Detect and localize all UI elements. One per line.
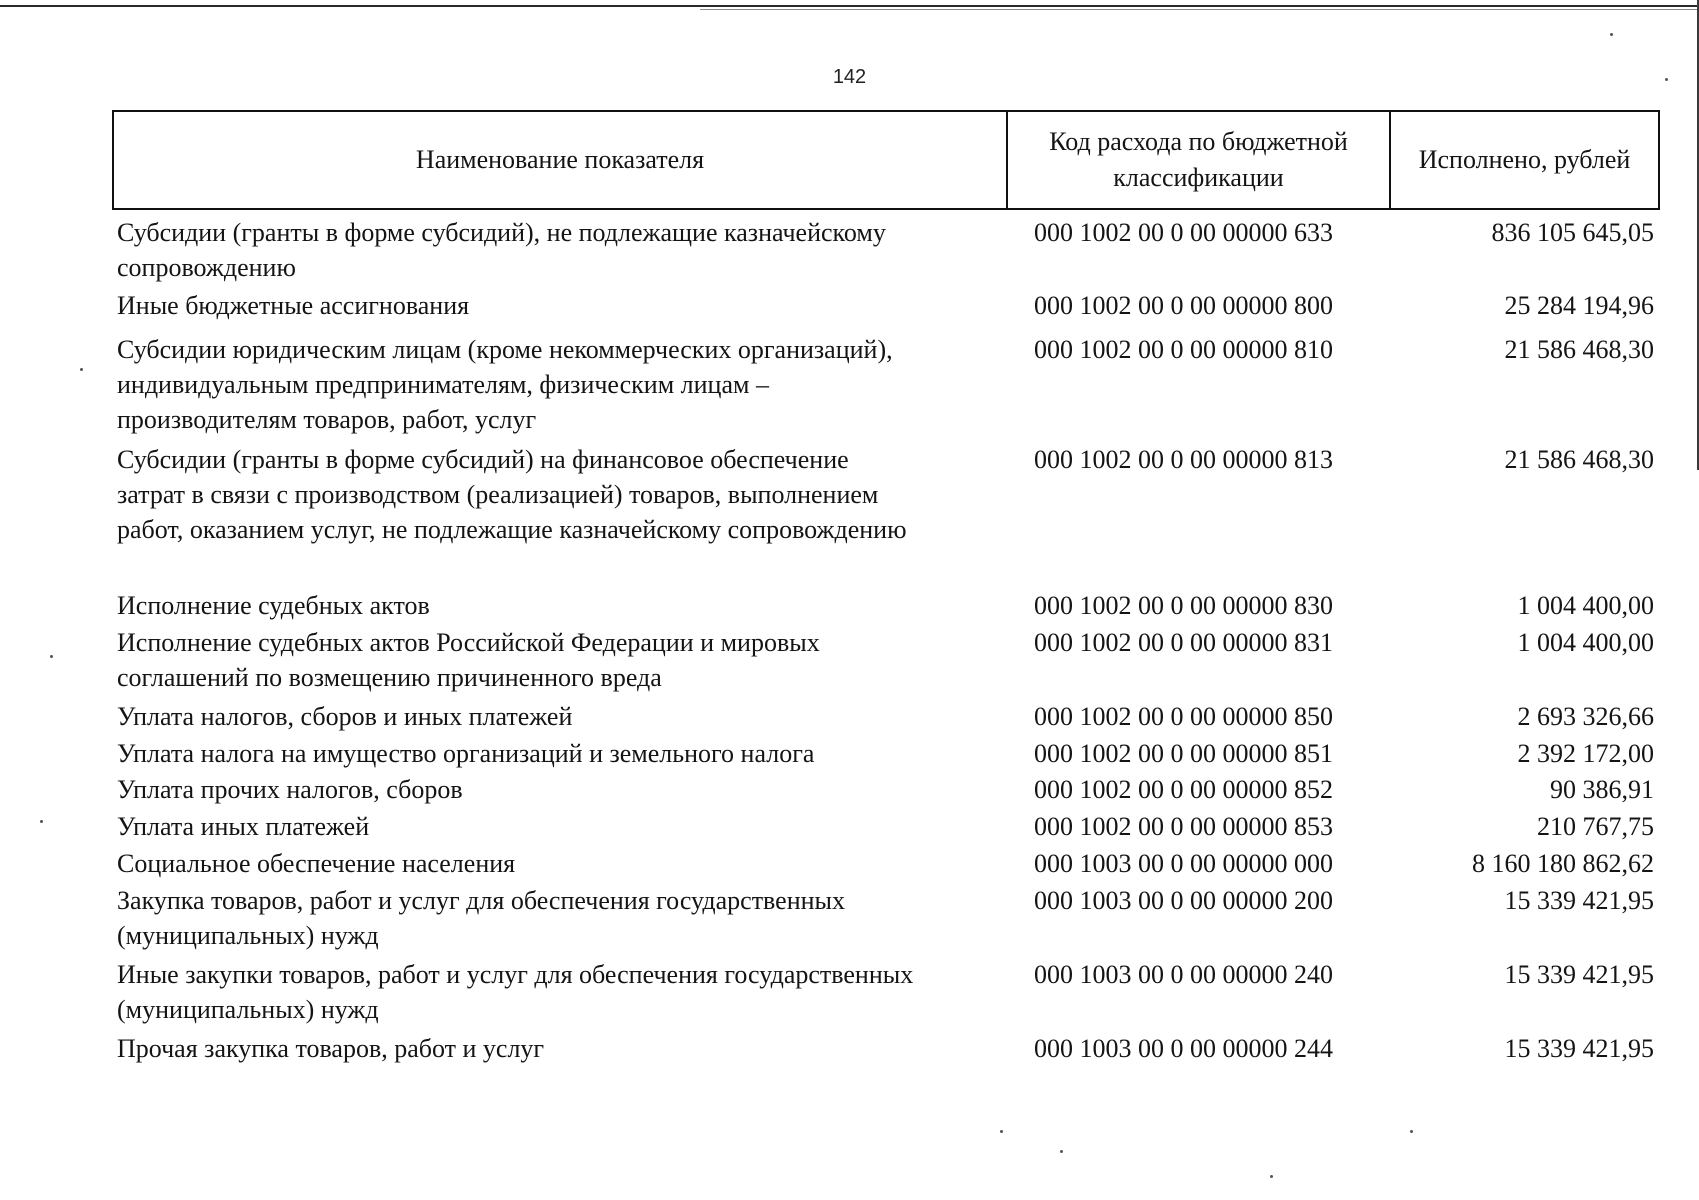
row-code: 000 1002 00 0 00 00000 800: [1034, 291, 1333, 320]
scan-speck: [1665, 78, 1668, 81]
header-name: [114, 112, 1008, 208]
row-code: 000 1002 00 0 00 00000 830: [1034, 591, 1333, 620]
row-name: Исполнение судебных актов Российской Федерации и мировых соглашений по возмещению причиненного вреда: [117, 628, 820, 692]
row-code: 000 1002 00 0 00 00000 813: [1034, 445, 1333, 474]
scan-speck: [50, 655, 53, 658]
row-code: 000 1003 00 0 00 00000 244: [1034, 1034, 1333, 1063]
row-code: 000 1003 00 0 00 00000 240: [1034, 960, 1333, 989]
row-amount: 2 693 326,66: [1517, 702, 1654, 731]
header-code-label: Код расхода по бюджетной классификации: [1049, 127, 1348, 192]
row-name: Закупка товаров, работ и услуг для обеспечения государственных (муниципальных) нужд: [117, 886, 846, 950]
row-name: Уплата прочих налогов, сборов: [117, 775, 463, 804]
scan-speck: [1060, 1150, 1063, 1153]
row-code: 000 1003 00 0 00 00000 200: [1034, 886, 1333, 915]
table-header: [112, 110, 1660, 210]
row-amount: 836 105 645,05: [1491, 218, 1654, 247]
scan-speck: [1610, 33, 1613, 36]
row-amount: 90 386,91: [1550, 775, 1654, 804]
scan-speck: [40, 820, 43, 823]
row-name: Субсидии (гранты в форме субсидий) на финансовое обеспечение затрат в связи с производством (реализацией) товаров, выполнением работ, оказанием услуг, не подлежащие казначейскому сопровождению: [117, 445, 907, 544]
row-amount: 15 339 421,95: [1504, 886, 1654, 915]
row-name: Уплата налогов, сборов и иных платежей: [117, 702, 573, 731]
row-code: 000 1002 00 0 00 00000 633: [1034, 218, 1333, 247]
row-amount: 15 339 421,95: [1504, 1034, 1654, 1063]
row-code: 000 1003 00 0 00 00000 000: [1034, 849, 1333, 878]
scan-edge-line: [700, 9, 1699, 10]
scan-edge-line: [0, 5, 1699, 7]
scan-speck: [1410, 1130, 1413, 1133]
row-amount: 25 284 194,96: [1504, 291, 1654, 320]
row-code: 000 1002 00 0 00 00000 850: [1034, 702, 1333, 731]
row-name: Субсидии (гранты в форме субсидий), не подлежащие казначейскому сопровождению: [117, 218, 886, 282]
page-number: 142: [832, 66, 867, 88]
row-amount: 15 339 421,95: [1504, 960, 1654, 989]
row-name: Уплата налога на имущество организаций и земельного налога: [117, 739, 815, 768]
row-amount: 1 004 400,00: [1517, 628, 1654, 657]
row-name: Уплата иных платежей: [117, 812, 370, 841]
row-amount: 2 392 172,00: [1517, 739, 1654, 768]
scan-speck: [1000, 1130, 1003, 1133]
row-name: Иные бюджетные ассигнования: [117, 291, 470, 320]
header-name-label: Наименование показателя: [415, 145, 705, 174]
row-name: Субсидии юридическим лицам (кроме некоммерческих организаций), индивидуальным предпринимателям, физическим лицам – производителям товаров, работ, услуг: [117, 335, 893, 434]
row-name: Иные закупки товаров, работ и услуг для обеспечения государственных (муниципальных) нужд: [117, 960, 914, 1024]
row-name: Прочая закупка товаров, работ и услуг: [117, 1034, 545, 1063]
header-code: [1008, 112, 1391, 208]
scan-speck: [80, 368, 83, 371]
scan-speck: [1270, 1175, 1273, 1178]
row-name: Социальное обеспечение населения: [117, 849, 516, 878]
row-code: 000 1002 00 0 00 00000 851: [1034, 739, 1333, 768]
row-code: 000 1002 00 0 00 00000 852: [1034, 775, 1333, 804]
header-executed: [1391, 112, 1658, 208]
row-amount: 8 160 180 862,62: [1472, 849, 1654, 878]
row-name: Исполнение судебных актов: [117, 591, 430, 620]
row-amount: 210 767,75: [1537, 812, 1654, 841]
row-code: 000 1002 00 0 00 00000 831: [1034, 628, 1333, 657]
row-code: 000 1002 00 0 00 00000 810: [1034, 335, 1333, 364]
row-code: 000 1002 00 0 00 00000 853: [1034, 812, 1333, 841]
row-amount: 1 004 400,00: [1517, 591, 1654, 620]
row-amount: 21 586 468,30: [1504, 335, 1654, 364]
header-executed-label: Исполнено, рублей: [1418, 145, 1631, 174]
row-amount: 21 586 468,30: [1504, 445, 1654, 474]
